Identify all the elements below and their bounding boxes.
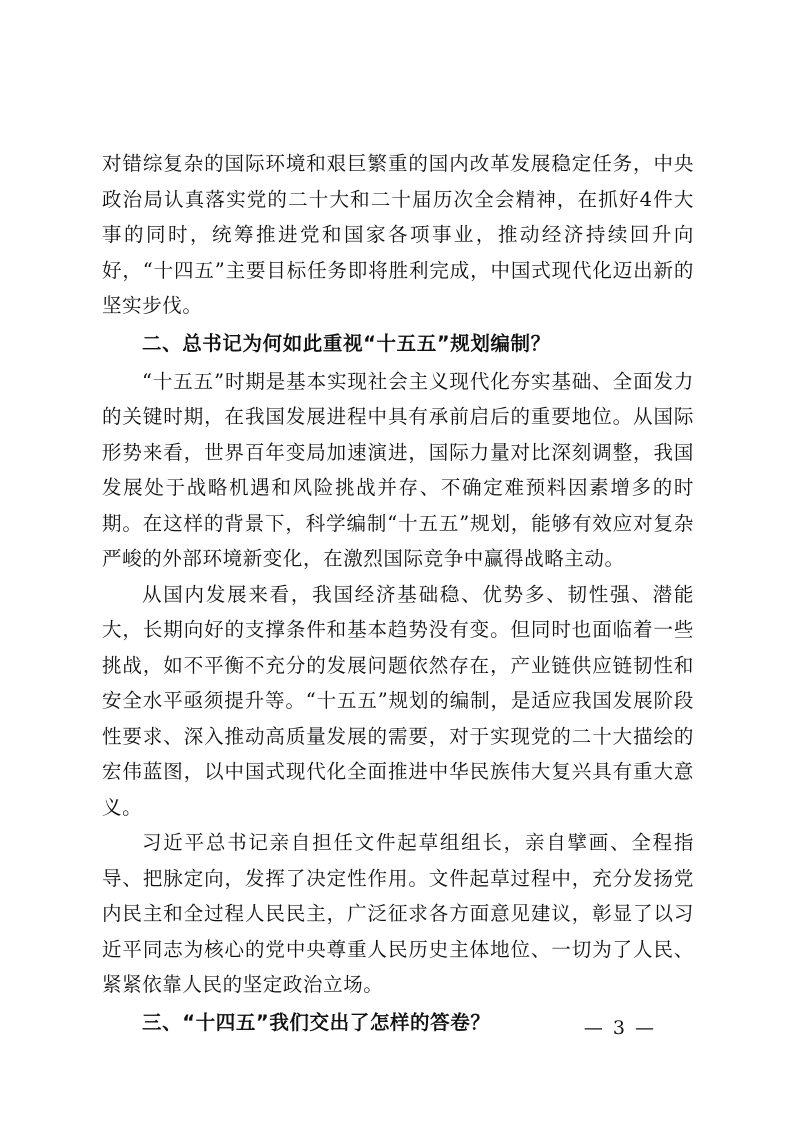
- paragraph-continued: 对错综复杂的国际环境和艰巨繁重的国内改革发展稳定任务，中央政治局认真落实党的二十大和二十届历次全会精神，在抓好4件大事的同时，统筹推进党和国家各项事业，推动经济持续回升向好，“十四五”主要目标任务即将胜利完成，中国式现代化迈出新的坚实步伐。: [102, 152, 694, 317]
- page-number: — 3 —: [583, 1017, 656, 1039]
- section-heading-3: 三、“十四五”我们交出了怎样的答卷？: [142, 1010, 491, 1034]
- section-heading-2: 二、总书记为何如此重视“十五五”规划编制？: [142, 331, 551, 355]
- paragraph-drafting-process: 习近平总书记亲自担任文件起草组组长，亲自擘画、全程指导、把脉定向，发挥了决定性作用。文件起草过程中，充分发扬党内民主和全过程人民民主，广泛征求各方面意见建议，彰显了以习近平同志为核心的党中央尊重人民历史主体地位、一切为了人民、紧紧依靠人民的坚定政治立场。: [102, 831, 694, 996]
- paragraph-international-situation: “十五五”时期是基本实现社会主义现代化夯实基础、全面发力的关键时期，在我国发展进程中具有承前启后的重要地位。从国际形势来看，世界百年变局加速演进，国际力量对比深刻调整，我国发展处于战略机遇和风险挑战并存、不确定难预料因素增多的时期。在这样的背景下，科学编制“十五五”规划，能够有效应对复杂严峻的外部环境新变化，在激烈国际竞争中赢得战略主动。: [102, 369, 694, 570]
- paragraph-domestic-development: 从国内发展来看，我国经济基础稳、优势多、韧性强、潜能大，长期向好的支撑条件和基本趋势没有变。但同时也面临着一些挑战，如不平衡不充分的发展问题依然存在，产业链供应链韧性和安全水平亟须提升等。“十五五”规划的编制，是适应我国发展阶段性要求、深入推动高质量发展的需要，对于实现党的二十大描绘的宏伟蓝图，以中国式现代化全面推进中华民族伟大复兴具有重大意义。: [102, 582, 694, 819]
- document-body: [102, 146, 694, 1043]
